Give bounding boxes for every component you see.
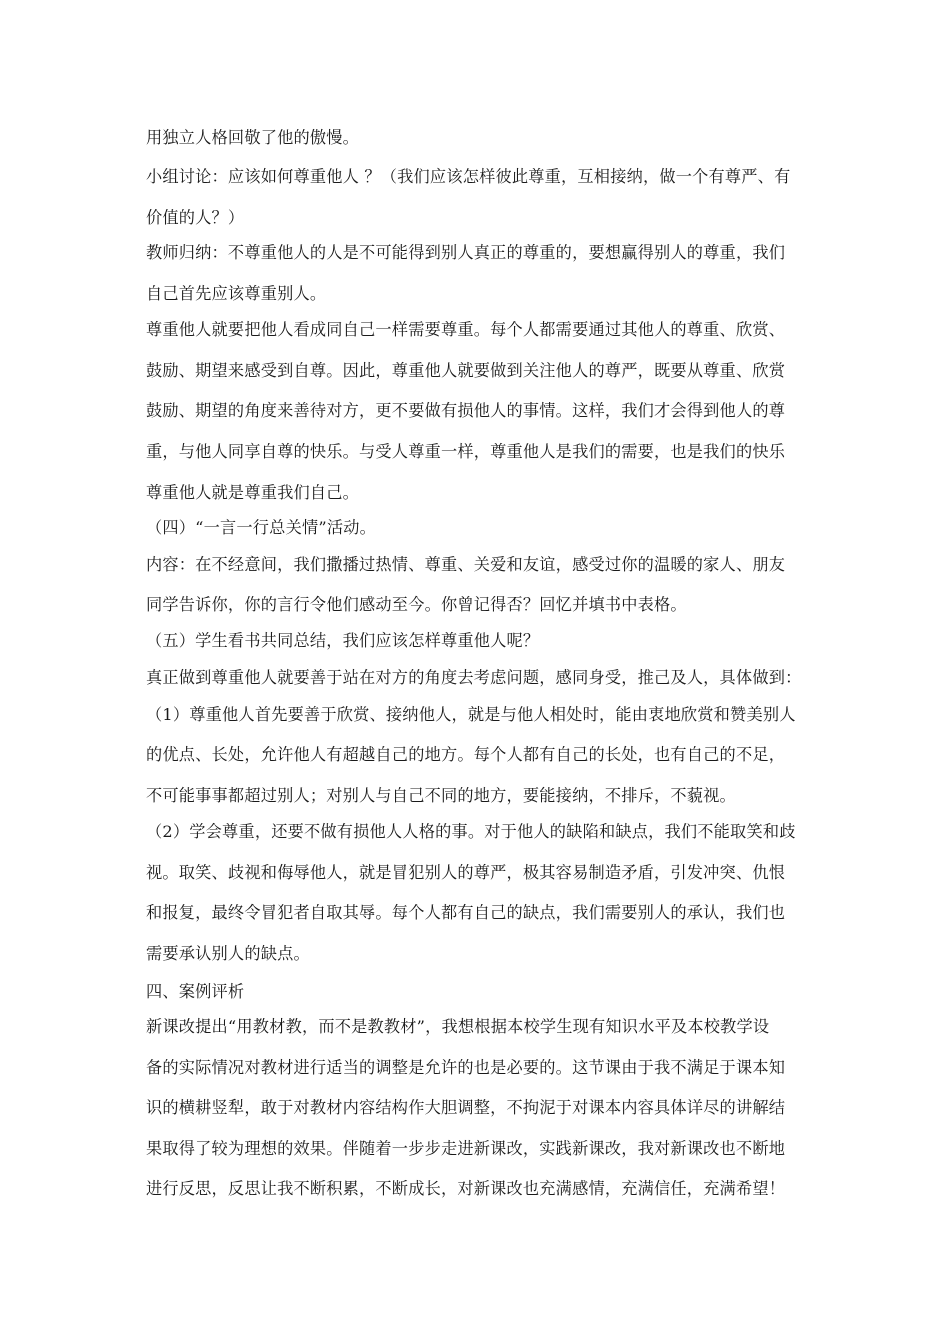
text-line: 备的实际情况对教材进行适当的调整是允许的也是必要的。这节课由于我不满足于课本知 [146, 1058, 786, 1077]
text-line: 新课改提出“用教材教，而不是教教材”，我想根据本校学生现有知识水平及本校教学设 [146, 1017, 770, 1036]
text-line: 果取得了较为理想的效果。伴随着一步步走进新课改，实践新课改，我对新课改也不断地 [146, 1139, 786, 1158]
text-line: 鼓励、期望的角度来善待对方，更不要做有损他人的事情。这样，我们才会得到他人的尊 [146, 401, 786, 420]
text-line: 内容：在不经意间，我们撒播过热情、尊重、关爱和友谊，感受过你的温暖的家人、朋友 [146, 555, 786, 574]
section-heading: （四）“一言一行总关情”活动。 [146, 518, 376, 537]
text-line: 尊重他人就是尊重我们自己。 [146, 483, 360, 502]
text-line: 教师归纳：不尊重他人的人是不可能得到别人真正的尊重的，要想赢得别人的尊重，我们 [146, 243, 786, 262]
text-line: 尊重他人就要把他人看成同自己一样需要尊重。每个人都需要通过其他人的尊重、欣赏、 [146, 320, 786, 339]
text-line: 不可能事事都超过别人；对别人与自己不同的地方，要能接纳，不排斥，不藐视。 [146, 786, 736, 805]
text-line: 鼓励、期望来感受到自尊。因此，尊重他人就要做到关注他人的尊严，既要从尊重、欣赏 [146, 361, 786, 380]
text-line: 价值的人？） [146, 208, 245, 227]
section-heading: 四、案例评析 [146, 982, 245, 1001]
text-line: 的优点、长处，允许他人有超越自己的地方。每个人都有自己的长处，也有自己的不足， [146, 745, 786, 764]
text-line: 和报复，最终令冒犯者自取其辱。每个人都有自己的缺点，我们需要别人的承认，我们也 [146, 903, 786, 922]
text-line: 用独立人格回敬了他的傲慢。 [146, 128, 360, 147]
text-line: 需要承认别人的缺点。 [146, 944, 310, 963]
text-line: 重，与他人同享自尊的快乐。与受人尊重一样，尊重他人是我们的需要，也是我们的快乐 [146, 442, 786, 461]
text-line: 识的横耕竖犁，敢于对教材内容结构作大胆调整，不拘泥于对课本内容具体详尽的讲解结 [146, 1098, 786, 1117]
text-line: 真正做到尊重他人就要善于站在对方的角度去考虑问题，感同身受，推己及人，具体做到： [146, 668, 802, 687]
text-line: 进行反思，反思让我不断积累，不断成长，对新课改也充满感情，充满信任，充满希望！ [146, 1179, 786, 1198]
text-line: （1）尊重他人首先要善于欣赏、接纳他人，就是与他人相处时，能由衷地欣赏和赞美别人 [146, 705, 796, 724]
text-line: 自己首先应该尊重别人。 [146, 284, 327, 303]
text-line: 视。取笑、歧视和侮辱他人，就是冒犯别人的尊严，极其容易制造矛盾，引发冲突、仇恨 [146, 863, 786, 882]
text-line: （2）学会尊重，还要不做有损他人人格的事。对于他人的缺陷和缺点，我们不能取笑和歧 [146, 822, 796, 841]
text-line: 小组讨论：应该如何尊重他人 ？（我们应该怎样彼此尊重，互相接纳，做一个有尊严、有 [146, 167, 791, 186]
text-line: 同学告诉你，你的言行令他们感动至今。你曾记得否？回忆并填书中表格。 [146, 595, 687, 614]
section-heading: （五）学生看书共同总结，我们应该怎样尊重他人呢？ [146, 631, 540, 650]
